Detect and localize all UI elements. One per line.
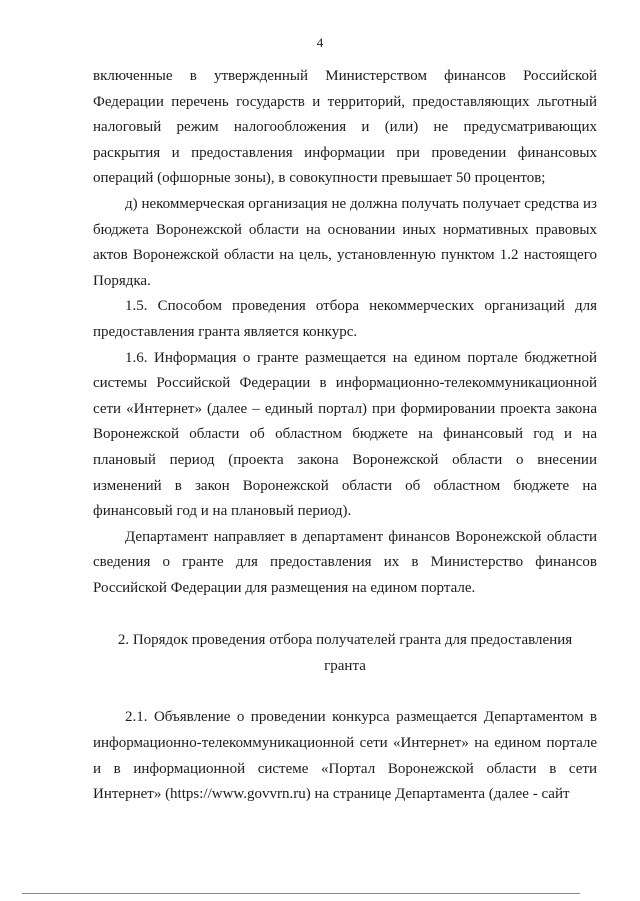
paragraph-department: Департамент направляет в департамент финансов Воронежской области сведения о гранте для предоставления их в Министерство финансов Российской Федерации для размещения на едином портале. [93, 528, 597, 596]
heading-spacer [93, 679, 597, 705]
document-body [93, 64, 597, 808]
section-heading: 2. Порядок проведения отбора получателей гранта для предоставления гранта [117, 632, 573, 675]
bottom-scan-edge [22, 893, 580, 894]
page-number: 4 [316, 35, 324, 50]
paragraph-1-5: 1.5. Способом проведения отбора некоммерческих организаций для предоставления гранта является конкурс. [93, 298, 597, 340]
paragraph-2-1: 2.1. Объявление о проведении конкурса размещается Департаментом в информационно-телекоммуникационной сети «Интернет» на едином портале и в информационной системе «Портал Воронежской области в сети Интернет» (https://www.govvrn.ru) на странице Департамента (далее - сайт [93, 709, 597, 803]
paragraph-continuation: включенные в утвержденный Министерством финансов Российской Федерации перечень государств и территорий, предоставляющих льготный налоговый режим налогообложения и (или) не предусматривающих раскрытия и предоставления информации при проведении финансовых операций (офшорные зоны), в совокупности превышает 50 процентов; [93, 68, 597, 187]
paragraph-1-6: 1.6. Информация о гранте размещается на едином портале бюджетной системы Российской Федерации в информационно-телекоммуникационной сети «Интернет» (далее – единый портал) при формировании проекта закона Воронежской области об областном бюджете на финансовый год и на плановый период (проекта закона Воронежской области о внесении изменений в закон Воронежской области об областном бюджете на финансовый год и на плановый период). [93, 349, 597, 520]
paragraph-item-d: д) некоммерческая организация не должна получать получает средства из бюджета Воронежской области на основании иных нормативных правовых актов Воронежской области на цель, установленную пунктом 1.2 настоящего Порядка. [93, 195, 597, 289]
